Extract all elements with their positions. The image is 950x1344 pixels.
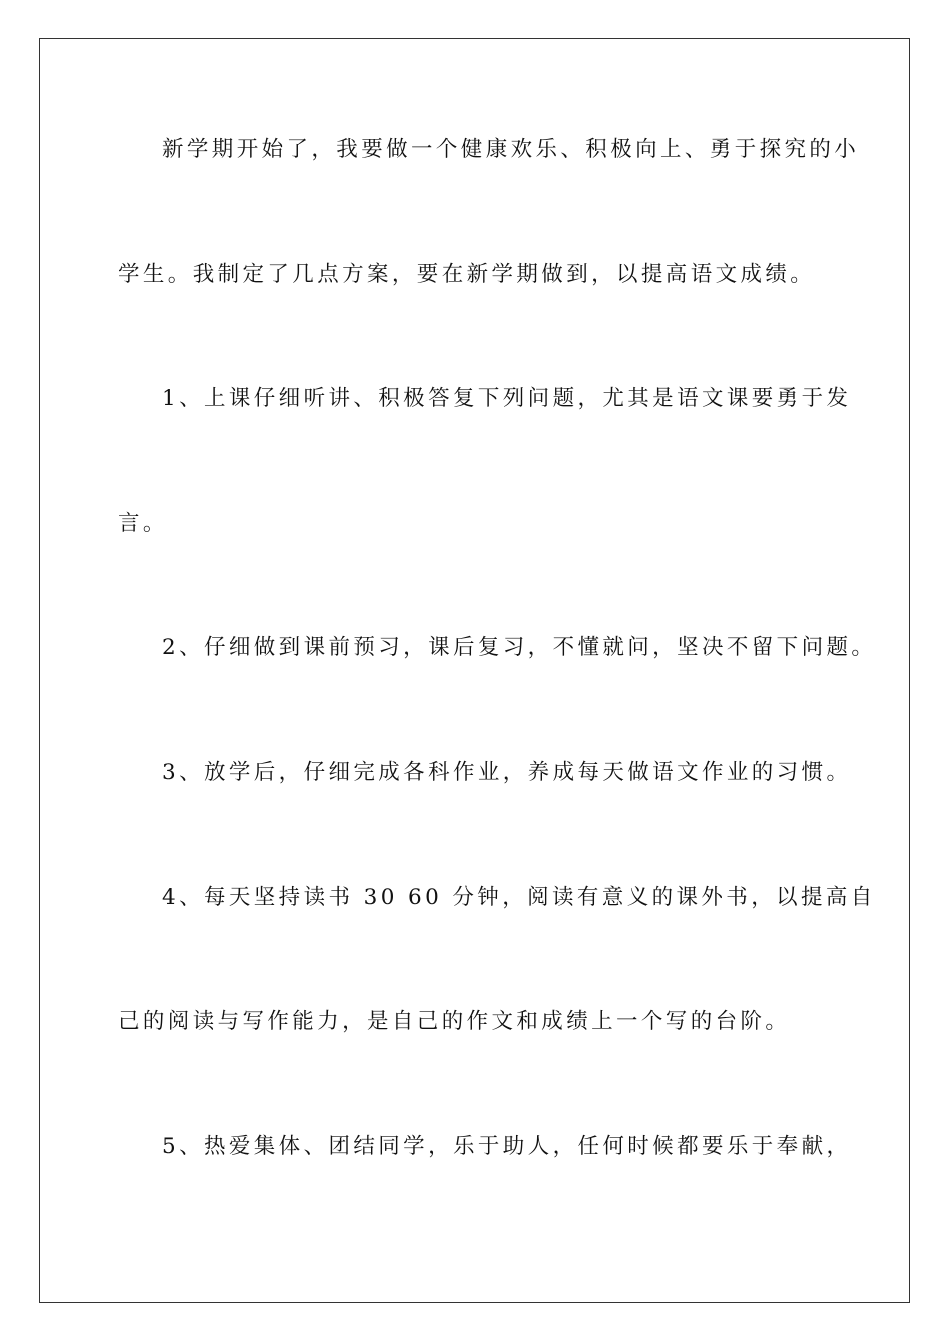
item-4-line-2: 己的阅读与写作能力，是自己的作文和成绩上一个写的台阶。: [118, 1009, 791, 1034]
item-1-line-1: 1、上课仔细听讲、积极答复下列问题，尤其是语文课要勇于发: [162, 386, 852, 411]
item-1-line-2: 言。: [118, 511, 168, 536]
paragraph-intro-line-2: 学生。我制定了几点方案，要在新学期做到，以提高语文成绩。: [118, 262, 816, 287]
paragraph-intro-line-1: 新学期开始了，我要做一个健康欢乐、积极向上、勇于探究的小: [162, 137, 860, 162]
item-5-line-1: 5、热爱集体、团结同学，乐于助人，任何时候都要乐于奉献，: [162, 1134, 852, 1159]
item-2-line-1: 2、仔细做到课前预习，课后复习，不懂就问，坚决不留下问题。: [162, 635, 877, 660]
item-3-line-1: 3、放学后，仔细完成各科作业，养成每天做语文作业的习惯。: [162, 760, 852, 785]
item-4-line-1: 4、每天坚持读书 30 60 分钟，阅读有意义的课外书，以提高自: [162, 885, 876, 910]
page-border: [39, 38, 910, 1303]
